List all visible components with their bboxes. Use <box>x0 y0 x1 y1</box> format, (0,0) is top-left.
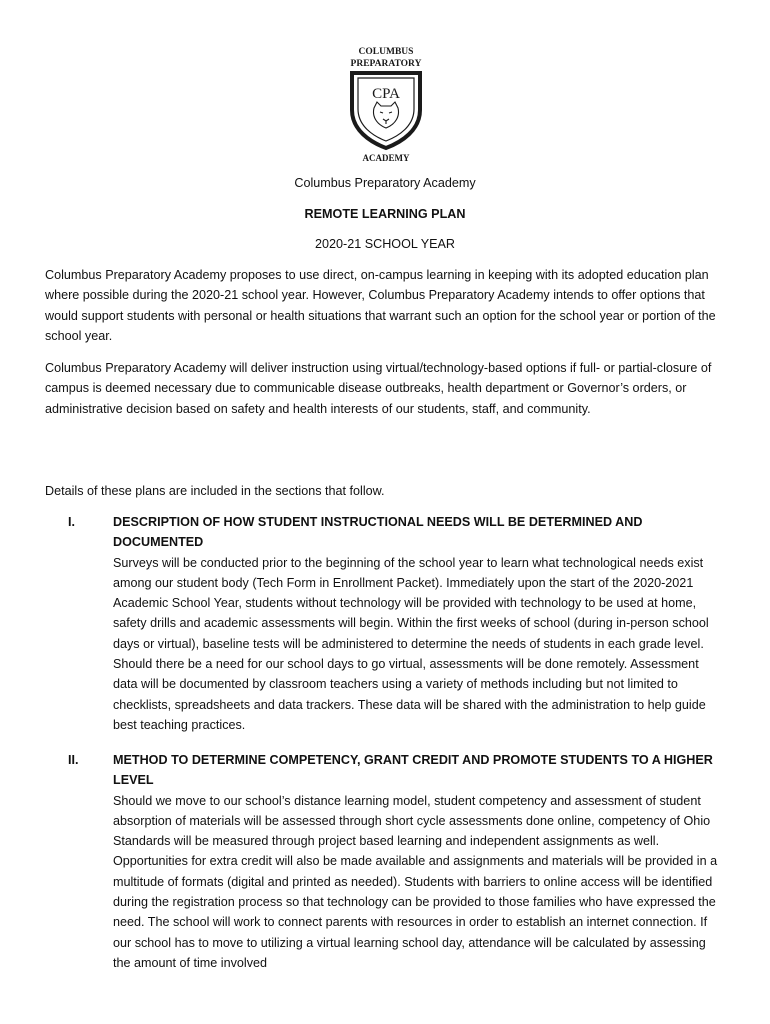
section-body: Should we move to our school’s distance learning model, student competency and assessment of student absorption of materials will be assessed through short cycle assessments done online, competency of Ohio Standards will be measured through project based learning and independent assignments as well. Opportunities for extra credit will also be made available and assignments and materials will be provided in a multitude of formats (digital and printed as needed). Students with barriers to online access will be identified during the registration process so that technology can be provided to those families who have expressed the need. The school will work to connect parents with resources in order to establish an internet connection. If our school has to move to utilizing a virtual learning school day, attendance will be calculated by assessing the amount of time involved <box>113 793 718 970</box>
intro-paragraph-2: Columbus Preparatory Academy will deliver instruction using virtual/technology-based options if full- or partial-closure of campus is deemed necessary due to communicable disease outbreaks, health department or Governor’s orders, or administrative decision based on safety and health interests of our students, staff, and community. <box>45 361 712 416</box>
section-numeral: II. <box>68 753 79 767</box>
school-logo <box>330 42 442 164</box>
page-title: REMOTE LEARNING PLAN <box>304 207 466 221</box>
logo-crest <box>330 42 442 164</box>
intro-paragraph-1: Columbus Preparatory Academy proposes to use direct, on-campus learning in keeping with its adopted education plan where possible during the 2020-21 school year. However, Columbus Preparatory Academy intends to offer options that would support students with personal or health situations that warrant such an option for the school year or portion of the school year. <box>45 268 716 343</box>
school-name: Columbus Preparatory Academy <box>294 176 476 190</box>
section-2 <box>45 750 735 973</box>
intro-paragraph-3: Details of these plans are included in the sections that follow. <box>45 484 385 498</box>
svg-text:COLUMBUS: COLUMBUS <box>358 47 414 57</box>
svg-text:PREPARATORY: PREPARATORY <box>350 59 422 69</box>
shield-icon <box>352 73 420 148</box>
svg-text:ACADEMY: ACADEMY <box>362 153 410 163</box>
section-heading: DESCRIPTION OF HOW STUDENT INSTRUCTIONAL NEEDS WILL BE DETERMINED AND DOCUMENTED <box>113 515 643 550</box>
section-heading: METHOD TO DETERMINE COMPETENCY, GRANT CREDIT AND PROMOTE STUDENTS TO A HIGHER LEVEL <box>113 753 713 788</box>
section-body: Surveys will be conducted prior to the beginning of the school year to learn what technological needs exist among our student body (Tech Form in Enrollment Packet). Immediately upon the start of the 2020-2021 Academic School Year, students without technology will be provided with technology to be used at home, safety drills and academic assessments will begin. Within the first weeks of school (during in-person school days or virtual), baseline tests will be administered to determine the needs of students in each grade level. Should there be a need for our school days to go virtual, assessments will be done remotely. Assessment data will be documented by classroom teachers using a variety of methods including but not limited to checklists, spreadsheets and data trackers. These data will be shared with the administration to help guide best teaching practices. <box>113 555 709 732</box>
section-numeral: I. <box>68 515 75 529</box>
svg-text:CPA: CPA <box>372 86 400 102</box>
school-year: 2020-21 SCHOOL YEAR <box>314 237 455 251</box>
section-1 <box>45 512 735 735</box>
